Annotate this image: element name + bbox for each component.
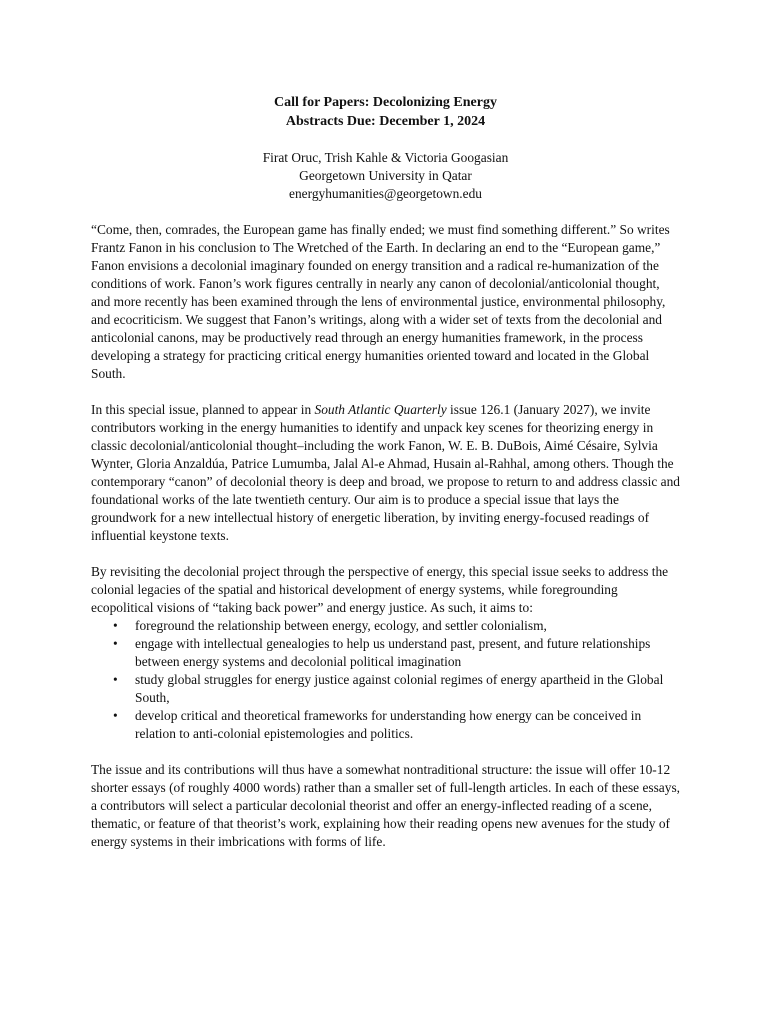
document-header xyxy=(91,93,680,203)
paragraph-aims: By revisiting the decolonial project through the perspective of energy, this special issue seeks to address the colonial legacies of the spatial and historical development of energy systems, while foregrounding ecopolitical visions of “taking back power” and energy justice. As such, it aims to: xyxy=(91,564,669,615)
author-block xyxy=(91,149,680,203)
author-names: Firat Oruc, Trish Kahle & Victoria Googasian xyxy=(262,150,509,165)
contact-email: energyhumanities@georgetown.edu xyxy=(289,186,482,201)
list-item-text: study global struggles for energy justice against colonial regimes of energy apartheid in the Global South, xyxy=(135,672,664,705)
institution: Georgetown University in Qatar xyxy=(299,168,472,183)
aims-list xyxy=(91,617,680,743)
journal-title: South Atlantic Quarterly xyxy=(314,402,447,417)
special-issue-text-rest: issue 126.1 (January 2027), we invite contributors working in the energy humanities to identify and unpack key scenes for theorizing energy in classic decolonial/anticolonial thought–including the work Fanon, W. E. B. DuBois, Aimé Césaire, Sylvia Wynter, Gloria Anzaldúa, Patrice Lumumba, Jalal Al-e Ahmad, Husain al-Rahhal, among others. Though the contemporary “canon” of decolonial theory is deep and broad, we propose to return to and address classic and foundational works of the late twentieth century. Our aim is to produce a special issue that lays the groundwork for a new intellectual history of energetic liberation, by inviting energy-focused readings of influential keystone texts. xyxy=(91,402,680,543)
bullet-icon: • xyxy=(113,618,118,633)
special-issue-text-start: In this special issue, planned to appear in xyxy=(91,402,315,417)
list-item-text: foreground the relationship between energy, ecology, and settler colonialism, xyxy=(135,618,547,633)
abstract-deadline: Abstracts Due: December 1, 2024 xyxy=(285,114,486,129)
list-item-text: develop critical and theoretical frameworks for understanding how energy can be conceived in relation to anti-colonial epistemologies and politics. xyxy=(135,708,642,741)
list-item xyxy=(113,707,680,743)
bullet-icon: • xyxy=(113,672,118,687)
list-item xyxy=(113,635,680,671)
list-item xyxy=(113,671,680,707)
paragraph-structure: The issue and its contributions will thus have a somewhat nontraditional structure: the issue will offer 10-12 shorter essays (of roughly 4000 words) rather than a smaller set of full-length articles. In each of these essays, a contributors will select a particular decolonial theorist and offer an energy-inflected reading of a scene, thematic, or feature of that theorist’s work, explaining how their reading opens new avenues for the study of energy systems in their imbrications with forms of life. xyxy=(91,762,681,849)
cfp-title: Call for Papers: Decolonizing Energy xyxy=(274,95,497,110)
list-item xyxy=(113,617,680,635)
paragraph-intro: “Come, then, comrades, the European game has finally ended; we must find something different.” So writes Frantz Fanon in his conclusion to The Wretched of the Earth. In declaring an end to the “European game,” Fanon envisions a decolonial imaginary founded on energy transition and a radical re-humanization of the conditions of work. Fanon’s work figures centrally in nearly any canon of decolonial/anticolonial thought, and more recently has been examined through the lens of environmental justice, environmental philosophy, and ecocriticism. We suggest that Fanon’s writings, along with a wider set of texts from the decolonial and anticolonial canons, may be productively read through an energy humanities framework, in the process developing a strategy for practicing critical energy humanities oriented toward and located in the Global South. xyxy=(91,222,670,381)
paragraph-special-issue xyxy=(91,401,680,545)
bullet-icon: • xyxy=(113,636,118,651)
bullet-icon: • xyxy=(113,708,118,723)
list-item-text: engage with intellectual genealogies to help us understand past, present, and future relationships between energy systems and decolonial political imagination xyxy=(135,636,651,669)
